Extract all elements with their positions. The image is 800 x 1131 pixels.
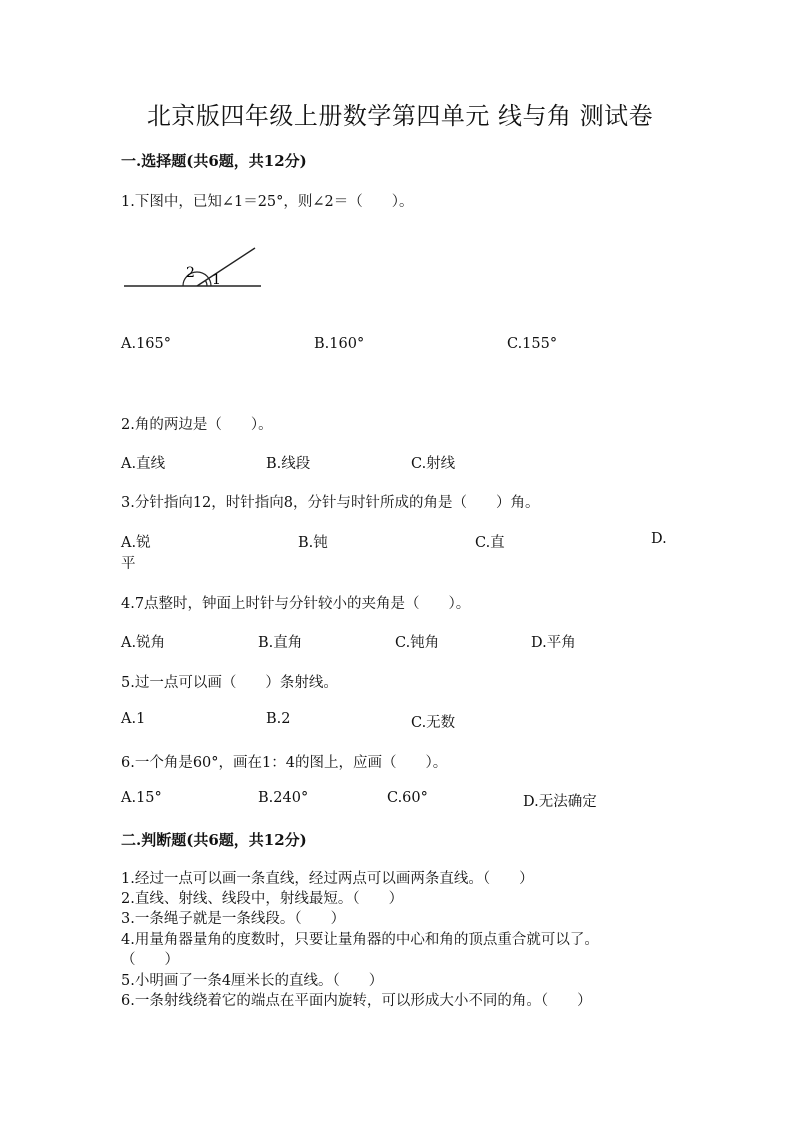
q3-option-a: A.锐: [121, 535, 151, 551]
question-1-stem: 1.下图中，已知∠1＝25°，则∠2＝（ ）。: [121, 194, 414, 210]
q3-option-d: D.: [651, 531, 667, 547]
q4-option-b: B.直角: [258, 635, 303, 651]
q4-option-a: A.锐角: [121, 635, 166, 651]
ray-line: [197, 248, 255, 286]
q1-option-b: B.160°: [314, 336, 365, 352]
judge-item-2: 2.直线、射线、线段中，射线最短。（ ）: [121, 891, 404, 907]
judge-item-4: 4.用量角器量角的度数时，只要让量角器的中心和角的顶点重合就可以了。: [121, 932, 599, 948]
q2-option-b: B.线段: [266, 456, 311, 472]
angle-figure: [121, 242, 271, 294]
q6-option-a: A.15°: [121, 790, 162, 806]
question-6-stem: 6.一个角是60°，画在1：4的图上，应画（ ）。: [121, 755, 448, 771]
angle-arc-1: [205, 281, 207, 287]
q5-option-c: C.无数: [411, 715, 456, 731]
section-heading-choice: 一.选择题(共6题，共12分): [121, 152, 307, 170]
page-title: 北京版四年级上册数学第四单元 线与角 测试卷: [146, 102, 654, 130]
q1-option-c: C.155°: [507, 336, 558, 352]
q3-option-b: B.钝: [298, 535, 328, 551]
q4-option-c: C.钝角: [395, 635, 440, 651]
q6-option-d: D.无法确定: [523, 794, 597, 810]
judge-item-1: 1.经过一点可以画一条直线，经过两点可以画两条直线。（ ）: [121, 871, 534, 887]
judge-item-3: 3.一条绳子就是一条线段。（ ）: [121, 911, 346, 927]
q3-option-c: C.直: [475, 535, 505, 551]
q2-option-a: A.直线: [121, 456, 166, 472]
judge-item-4-wrap: （ ）: [121, 952, 179, 968]
q5-option-b: B.2: [266, 711, 291, 727]
question-3-stem: 3.分针指向12，时针指向8，分针与时针所成的角是（ ）角。: [121, 495, 540, 511]
judge-item-6: 6.一条射线绕着它的端点在平面内旋转，可以形成大小不同的角。（ ）: [121, 993, 592, 1009]
angle-1-label: 1: [212, 272, 221, 288]
section-heading-judge: 二.判断题(共6题，共12分): [121, 831, 307, 849]
q4-option-d: D.平角: [531, 635, 576, 651]
angle-2-label: 2: [186, 265, 195, 281]
judge-item-5: 5.小明画了一条4厘米长的直线。（ ）: [121, 973, 384, 989]
q5-option-a: A.1: [121, 711, 146, 727]
q3-option-d-wrap: 平: [121, 556, 136, 572]
q2-option-c: C.射线: [411, 456, 456, 472]
q6-option-c: C.60°: [387, 790, 428, 806]
question-5-stem: 5.过一点可以画（ ）条射线。: [121, 675, 338, 691]
q1-option-a: A.165°: [121, 336, 172, 352]
q6-option-b: B.240°: [258, 790, 309, 806]
question-2-stem: 2.角的两边是（ ）。: [121, 417, 273, 433]
question-4-stem: 4.7点整时，钟面上时针与分针较小的夹角是（ ）。: [121, 596, 471, 612]
